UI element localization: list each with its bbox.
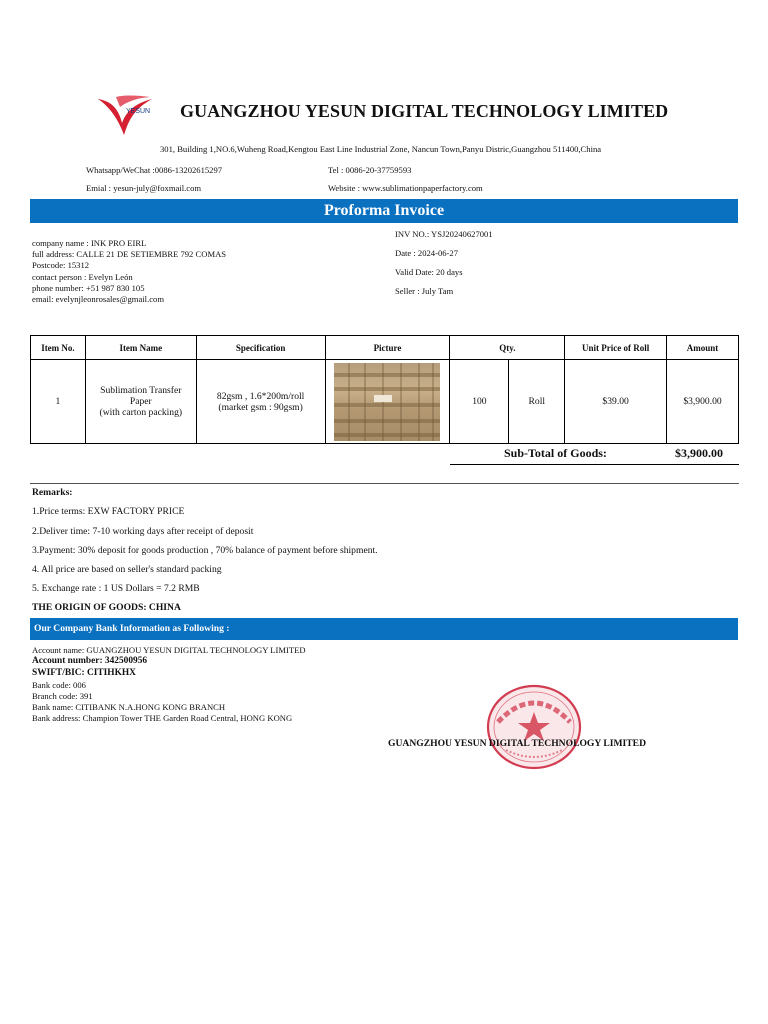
product-image <box>334 363 440 441</box>
bank-code: Bank code: 006 <box>32 680 86 690</box>
subtotal-divider <box>450 464 739 465</box>
remark-item: 2.Deliver time: 7-10 working days after receipt of deposit <box>32 526 254 537</box>
invoice-date: Date : 2024-06-27 <box>395 248 459 258</box>
item-name-line: Sublimation Transfer <box>100 385 182 396</box>
cell-amount: $3,900.00 <box>667 360 739 444</box>
company-title: GUANGZHOU YESUN DIGITAL TECHNOLOGY LIMITED <box>180 101 669 121</box>
remark-item: 1.Price terms: EXW FACTORY PRICE <box>32 506 185 517</box>
header-picture: Picture <box>325 336 450 360</box>
proforma-banner: Proforma Invoice <box>30 199 738 223</box>
spec-line: 82gsm , 1.6*200m/roll <box>216 390 305 402</box>
whatsapp-contact: Whatsapp/WeChat :0086-13202615297 <box>86 165 223 175</box>
logo-text: YESUN <box>126 108 151 115</box>
customer-phone: phone number: +51 987 830 105 <box>32 282 145 293</box>
cell-unit-price: $39.00 <box>565 360 667 444</box>
customer-contact: contact person : Evelyn León <box>32 271 133 282</box>
bank-address: Bank address: Champion Tower THE Garden Road Central, HONG KONG <box>32 713 293 723</box>
customer-postcode: Postcode: 15312 <box>32 260 90 271</box>
signature-company-name: GUANGZHOU YESUN DIGITAL TECHNOLOGY LIMITED <box>388 738 647 749</box>
customer-email: email: evelynjleonrosales@gmail.com <box>32 294 165 305</box>
cell-picture <box>325 360 450 444</box>
spec-line: (market gsm : 90gsm) <box>218 401 303 413</box>
header-specification: Specification <box>196 336 325 360</box>
header-item-no: Item No. <box>31 336 86 360</box>
email-contact: Emial : yesun-july@foxmail.com <box>86 183 202 193</box>
bank-swift: SWIFT/BIC: CITIHKHX <box>32 668 136 678</box>
header-unit-price: Unit Price of Roll <box>565 336 667 360</box>
bank-account-name: Account name: GUANGZHOU YESUN DIGITAL TECHNOLOGY LIMITED <box>32 645 306 655</box>
item-name-line: Paper <box>129 396 152 407</box>
remarks-title: Remarks: <box>32 487 73 498</box>
company-address: 301, Building 1,NO.6,Wuheng Road,Kengtou East Line Industrial Zone, Nancun Town,Panyu Distric,Guangzhou 511400,China <box>160 144 602 154</box>
invoice-seller: Seller : July Tam <box>395 286 454 296</box>
bank-info-banner: Our Company Bank Information as Following : <box>30 618 738 640</box>
bank-account-number: Account number: 342500956 <box>32 656 148 666</box>
invoice-valid-date: Valid Date: 20 days <box>395 267 463 277</box>
logo-icon <box>96 93 158 139</box>
remark-item: 4. All price are based on seller's standard packing <box>32 564 222 575</box>
items-table <box>30 335 739 444</box>
bank-branch-code: Branch code: 391 <box>32 691 93 701</box>
item-name-line: (with carton packing) <box>99 407 183 418</box>
origin-of-goods: THE ORIGIN OF GOODS: CHINA <box>32 602 181 613</box>
seal-icon <box>484 682 584 772</box>
customer-company: company name : INK PRO EIRL <box>32 238 147 248</box>
cell-specification <box>196 360 325 444</box>
header-qty: Qty. <box>450 336 565 360</box>
remark-item: 5. Exchange rate : 1 US Dollars = 7.2 RMB <box>32 583 200 594</box>
subtotal-value: $3,900.00 <box>675 446 723 460</box>
cell-item-name <box>85 360 196 444</box>
cell-unit: Roll <box>509 360 565 444</box>
invoice-number: INV NO.: YSJ20240627001 <box>395 229 493 239</box>
cell-item-no: 1 <box>31 360 86 444</box>
company-logo <box>96 93 158 139</box>
company-seal-stamp <box>484 682 584 772</box>
customer-address: full address: CALLE 21 DE SETIEMBRE 792 COMAS <box>32 249 227 260</box>
header-amount: Amount <box>667 336 739 360</box>
section-divider <box>30 483 739 484</box>
subtotal-label: Sub-Total of Goods: <box>504 446 607 460</box>
bank-name: Bank name: CITIBANK N.A.HONG KONG BRANCH <box>32 702 226 712</box>
website-contact: Website : www.sublimationpaperfactory.com <box>328 183 483 193</box>
tel-contact: Tel : 0086-20-37759593 <box>328 165 412 175</box>
table-row <box>31 360 739 444</box>
customer-info <box>32 238 226 305</box>
cell-qty: 100 <box>450 360 509 444</box>
header-item-name: Item Name <box>85 336 196 360</box>
table-header-row <box>31 336 739 360</box>
remark-item: 3.Payment: 30% deposit for goods production , 70% balance of payment before shipment. <box>32 545 378 556</box>
